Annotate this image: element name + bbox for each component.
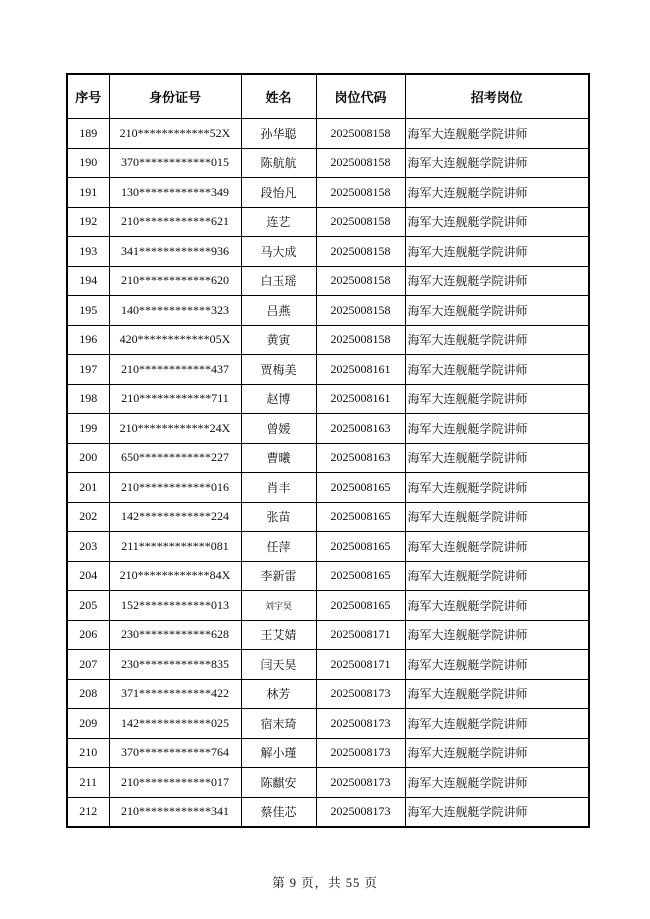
cell-id-number: 211************081 bbox=[109, 532, 241, 562]
cell-position-code: 2025008171 bbox=[316, 620, 405, 650]
cell-position-code: 2025008161 bbox=[316, 384, 405, 414]
cell-name: 段怡凡 bbox=[241, 178, 316, 208]
cell-position-code: 2025008173 bbox=[316, 679, 405, 709]
cell-id-number: 230************835 bbox=[109, 650, 241, 680]
cell-serial-number: 198 bbox=[67, 384, 109, 414]
cell-position-code: 2025008163 bbox=[316, 414, 405, 444]
cell-recruitment-position: 海军大连舰艇学院讲师 bbox=[405, 650, 589, 680]
table-row bbox=[67, 502, 589, 532]
table-row bbox=[67, 355, 589, 385]
cell-position-code: 2025008173 bbox=[316, 738, 405, 768]
cell-position-code: 2025008158 bbox=[316, 178, 405, 208]
cell-name: 曹曦 bbox=[241, 443, 316, 473]
cell-id-number: 210************341 bbox=[109, 797, 241, 827]
cell-serial-number: 207 bbox=[67, 650, 109, 680]
cell-position-code: 2025008165 bbox=[316, 532, 405, 562]
table-row bbox=[67, 650, 589, 680]
cell-position-code: 2025008158 bbox=[316, 266, 405, 296]
cell-name: 吕燕 bbox=[241, 296, 316, 326]
cell-serial-number: 197 bbox=[67, 355, 109, 385]
cell-serial-number: 192 bbox=[67, 207, 109, 237]
cell-position-code: 2025008165 bbox=[316, 473, 405, 503]
cell-serial-number: 200 bbox=[67, 443, 109, 473]
cell-id-number: 210************620 bbox=[109, 266, 241, 296]
cell-id-number: 130************349 bbox=[109, 178, 241, 208]
cell-name: 刘宇昊 bbox=[241, 591, 316, 621]
cell-recruitment-position: 海军大连舰艇学院讲师 bbox=[405, 797, 589, 827]
cell-id-number: 210************24X bbox=[109, 414, 241, 444]
table-row bbox=[67, 679, 589, 709]
cell-id-number: 210************84X bbox=[109, 561, 241, 591]
cell-position-code: 2025008158 bbox=[316, 119, 405, 149]
cell-name: 贾梅美 bbox=[241, 355, 316, 385]
table-row bbox=[67, 325, 589, 355]
cell-serial-number: 208 bbox=[67, 679, 109, 709]
cell-id-number: 650************227 bbox=[109, 443, 241, 473]
cell-serial-number: 204 bbox=[67, 561, 109, 591]
cell-serial-number: 191 bbox=[67, 178, 109, 208]
cell-name: 陈航航 bbox=[241, 148, 316, 178]
cell-serial-number: 193 bbox=[67, 237, 109, 267]
cell-recruitment-position: 海军大连舰艇学院讲师 bbox=[405, 325, 589, 355]
cell-id-number: 210************016 bbox=[109, 473, 241, 503]
cell-position-code: 2025008158 bbox=[316, 237, 405, 267]
cell-position-code: 2025008158 bbox=[316, 148, 405, 178]
table-row bbox=[67, 384, 589, 414]
page-number-footer: 第 9 页，共 55 页 bbox=[272, 876, 378, 890]
cell-position-code: 2025008171 bbox=[316, 650, 405, 680]
cell-serial-number: 203 bbox=[67, 532, 109, 562]
cell-name: 肖丰 bbox=[241, 473, 316, 503]
table-row bbox=[67, 591, 589, 621]
cell-serial-number: 194 bbox=[67, 266, 109, 296]
cell-serial-number: 199 bbox=[67, 414, 109, 444]
cell-recruitment-position: 海军大连舰艇学院讲师 bbox=[405, 207, 589, 237]
table-row bbox=[67, 119, 589, 149]
cell-serial-number: 206 bbox=[67, 620, 109, 650]
cell-name: 蔡佳芯 bbox=[241, 797, 316, 827]
table-row bbox=[67, 178, 589, 208]
cell-id-number: 142************025 bbox=[109, 709, 241, 739]
cell-position-code: 2025008161 bbox=[316, 355, 405, 385]
cell-name: 陈麒安 bbox=[241, 768, 316, 798]
cell-recruitment-position: 海军大连舰艇学院讲师 bbox=[405, 384, 589, 414]
table-row bbox=[67, 266, 589, 296]
cell-recruitment-position: 海军大连舰艇学院讲师 bbox=[405, 502, 589, 532]
cell-name: 任萍 bbox=[241, 532, 316, 562]
header-id-number: 身份证号 bbox=[109, 74, 241, 119]
cell-recruitment-position: 海军大连舰艇学院讲师 bbox=[405, 738, 589, 768]
cell-serial-number: 205 bbox=[67, 591, 109, 621]
cell-recruitment-position: 海军大连舰艇学院讲师 bbox=[405, 148, 589, 178]
cell-id-number: 140************323 bbox=[109, 296, 241, 326]
cell-position-code: 2025008173 bbox=[316, 768, 405, 798]
cell-id-number: 210************52X bbox=[109, 119, 241, 149]
cell-recruitment-position: 海军大连舰艇学院讲师 bbox=[405, 768, 589, 798]
table-body bbox=[67, 119, 589, 828]
cell-recruitment-position: 海军大连舰艇学院讲师 bbox=[405, 178, 589, 208]
cell-recruitment-position: 海军大连舰艇学院讲师 bbox=[405, 414, 589, 444]
table-row bbox=[67, 797, 589, 827]
cell-position-code: 2025008165 bbox=[316, 561, 405, 591]
cell-recruitment-position: 海军大连舰艇学院讲师 bbox=[405, 679, 589, 709]
table-row bbox=[67, 296, 589, 326]
cell-name: 连艺 bbox=[241, 207, 316, 237]
cell-name: 马大成 bbox=[241, 237, 316, 267]
table-row bbox=[67, 207, 589, 237]
cell-id-number: 230************628 bbox=[109, 620, 241, 650]
cell-serial-number: 212 bbox=[67, 797, 109, 827]
cell-recruitment-position: 海军大连舰艇学院讲师 bbox=[405, 266, 589, 296]
cell-recruitment-position: 海军大连舰艇学院讲师 bbox=[405, 355, 589, 385]
cell-id-number: 210************711 bbox=[109, 384, 241, 414]
table-row bbox=[67, 473, 589, 503]
cell-id-number: 371************422 bbox=[109, 679, 241, 709]
cell-position-code: 2025008158 bbox=[316, 207, 405, 237]
cell-id-number: 152************013 bbox=[109, 591, 241, 621]
cell-serial-number: 190 bbox=[67, 148, 109, 178]
cell-serial-number: 196 bbox=[67, 325, 109, 355]
header-recruitment-position: 招考岗位 bbox=[405, 74, 589, 119]
cell-id-number: 370************015 bbox=[109, 148, 241, 178]
cell-position-code: 2025008158 bbox=[316, 325, 405, 355]
cell-serial-number: 189 bbox=[67, 119, 109, 149]
cell-id-number: 341************936 bbox=[109, 237, 241, 267]
cell-position-code: 2025008165 bbox=[316, 502, 405, 532]
cell-name: 黄寅 bbox=[241, 325, 316, 355]
cell-name: 白玉瑶 bbox=[241, 266, 316, 296]
table-row bbox=[67, 620, 589, 650]
cell-id-number: 142************224 bbox=[109, 502, 241, 532]
cell-position-code: 2025008173 bbox=[316, 709, 405, 739]
cell-id-number: 210************621 bbox=[109, 207, 241, 237]
cell-name: 张苗 bbox=[241, 502, 316, 532]
table-row bbox=[67, 148, 589, 178]
header-name: 姓名 bbox=[241, 74, 316, 119]
cell-recruitment-position: 海军大连舰艇学院讲师 bbox=[405, 620, 589, 650]
cell-id-number: 210************017 bbox=[109, 768, 241, 798]
cell-name: 曾媛 bbox=[241, 414, 316, 444]
cell-id-number: 370************764 bbox=[109, 738, 241, 768]
cell-serial-number: 201 bbox=[67, 473, 109, 503]
table-row bbox=[67, 561, 589, 591]
table-row bbox=[67, 768, 589, 798]
cell-recruitment-position: 海军大连舰艇学院讲师 bbox=[405, 119, 589, 149]
table-row bbox=[67, 237, 589, 267]
cell-name: 林芳 bbox=[241, 679, 316, 709]
cell-name: 宿末琦 bbox=[241, 709, 316, 739]
cell-serial-number: 209 bbox=[67, 709, 109, 739]
header-position-code: 岗位代码 bbox=[316, 74, 405, 119]
table-row bbox=[67, 738, 589, 768]
cell-serial-number: 210 bbox=[67, 738, 109, 768]
cell-recruitment-position: 海军大连舰艇学院讲师 bbox=[405, 237, 589, 267]
cell-recruitment-position: 海军大连舰艇学院讲师 bbox=[405, 296, 589, 326]
cell-id-number: 420************05X bbox=[109, 325, 241, 355]
cell-name: 孙华聪 bbox=[241, 119, 316, 149]
cell-serial-number: 211 bbox=[67, 768, 109, 798]
cell-position-code: 2025008163 bbox=[316, 443, 405, 473]
table-row bbox=[67, 709, 589, 739]
cell-serial-number: 202 bbox=[67, 502, 109, 532]
table-row bbox=[67, 414, 589, 444]
cell-position-code: 2025008165 bbox=[316, 591, 405, 621]
cell-name: 李新雷 bbox=[241, 561, 316, 591]
cell-position-code: 2025008173 bbox=[316, 797, 405, 827]
cell-serial-number: 195 bbox=[67, 296, 109, 326]
cell-name: 解小瑾 bbox=[241, 738, 316, 768]
cell-position-code: 2025008158 bbox=[316, 296, 405, 326]
table-row bbox=[67, 443, 589, 473]
cell-recruitment-position: 海军大连舰艇学院讲师 bbox=[405, 532, 589, 562]
cell-name: 闫天昊 bbox=[241, 650, 316, 680]
cell-id-number: 210************437 bbox=[109, 355, 241, 385]
table-row bbox=[67, 532, 589, 562]
recruitment-roster-table bbox=[66, 73, 590, 828]
table-header-row bbox=[67, 74, 589, 119]
cell-recruitment-position: 海军大连舰艇学院讲师 bbox=[405, 561, 589, 591]
cell-recruitment-position: 海军大连舰艇学院讲师 bbox=[405, 473, 589, 503]
cell-recruitment-position: 海军大连舰艇学院讲师 bbox=[405, 709, 589, 739]
cell-recruitment-position: 海军大连舰艇学院讲师 bbox=[405, 443, 589, 473]
header-serial-number: 序号 bbox=[67, 74, 109, 119]
table-header bbox=[67, 74, 589, 119]
cell-recruitment-position: 海军大连舰艇学院讲师 bbox=[405, 591, 589, 621]
cell-name: 王艾婧 bbox=[241, 620, 316, 650]
cell-name: 赵博 bbox=[241, 384, 316, 414]
